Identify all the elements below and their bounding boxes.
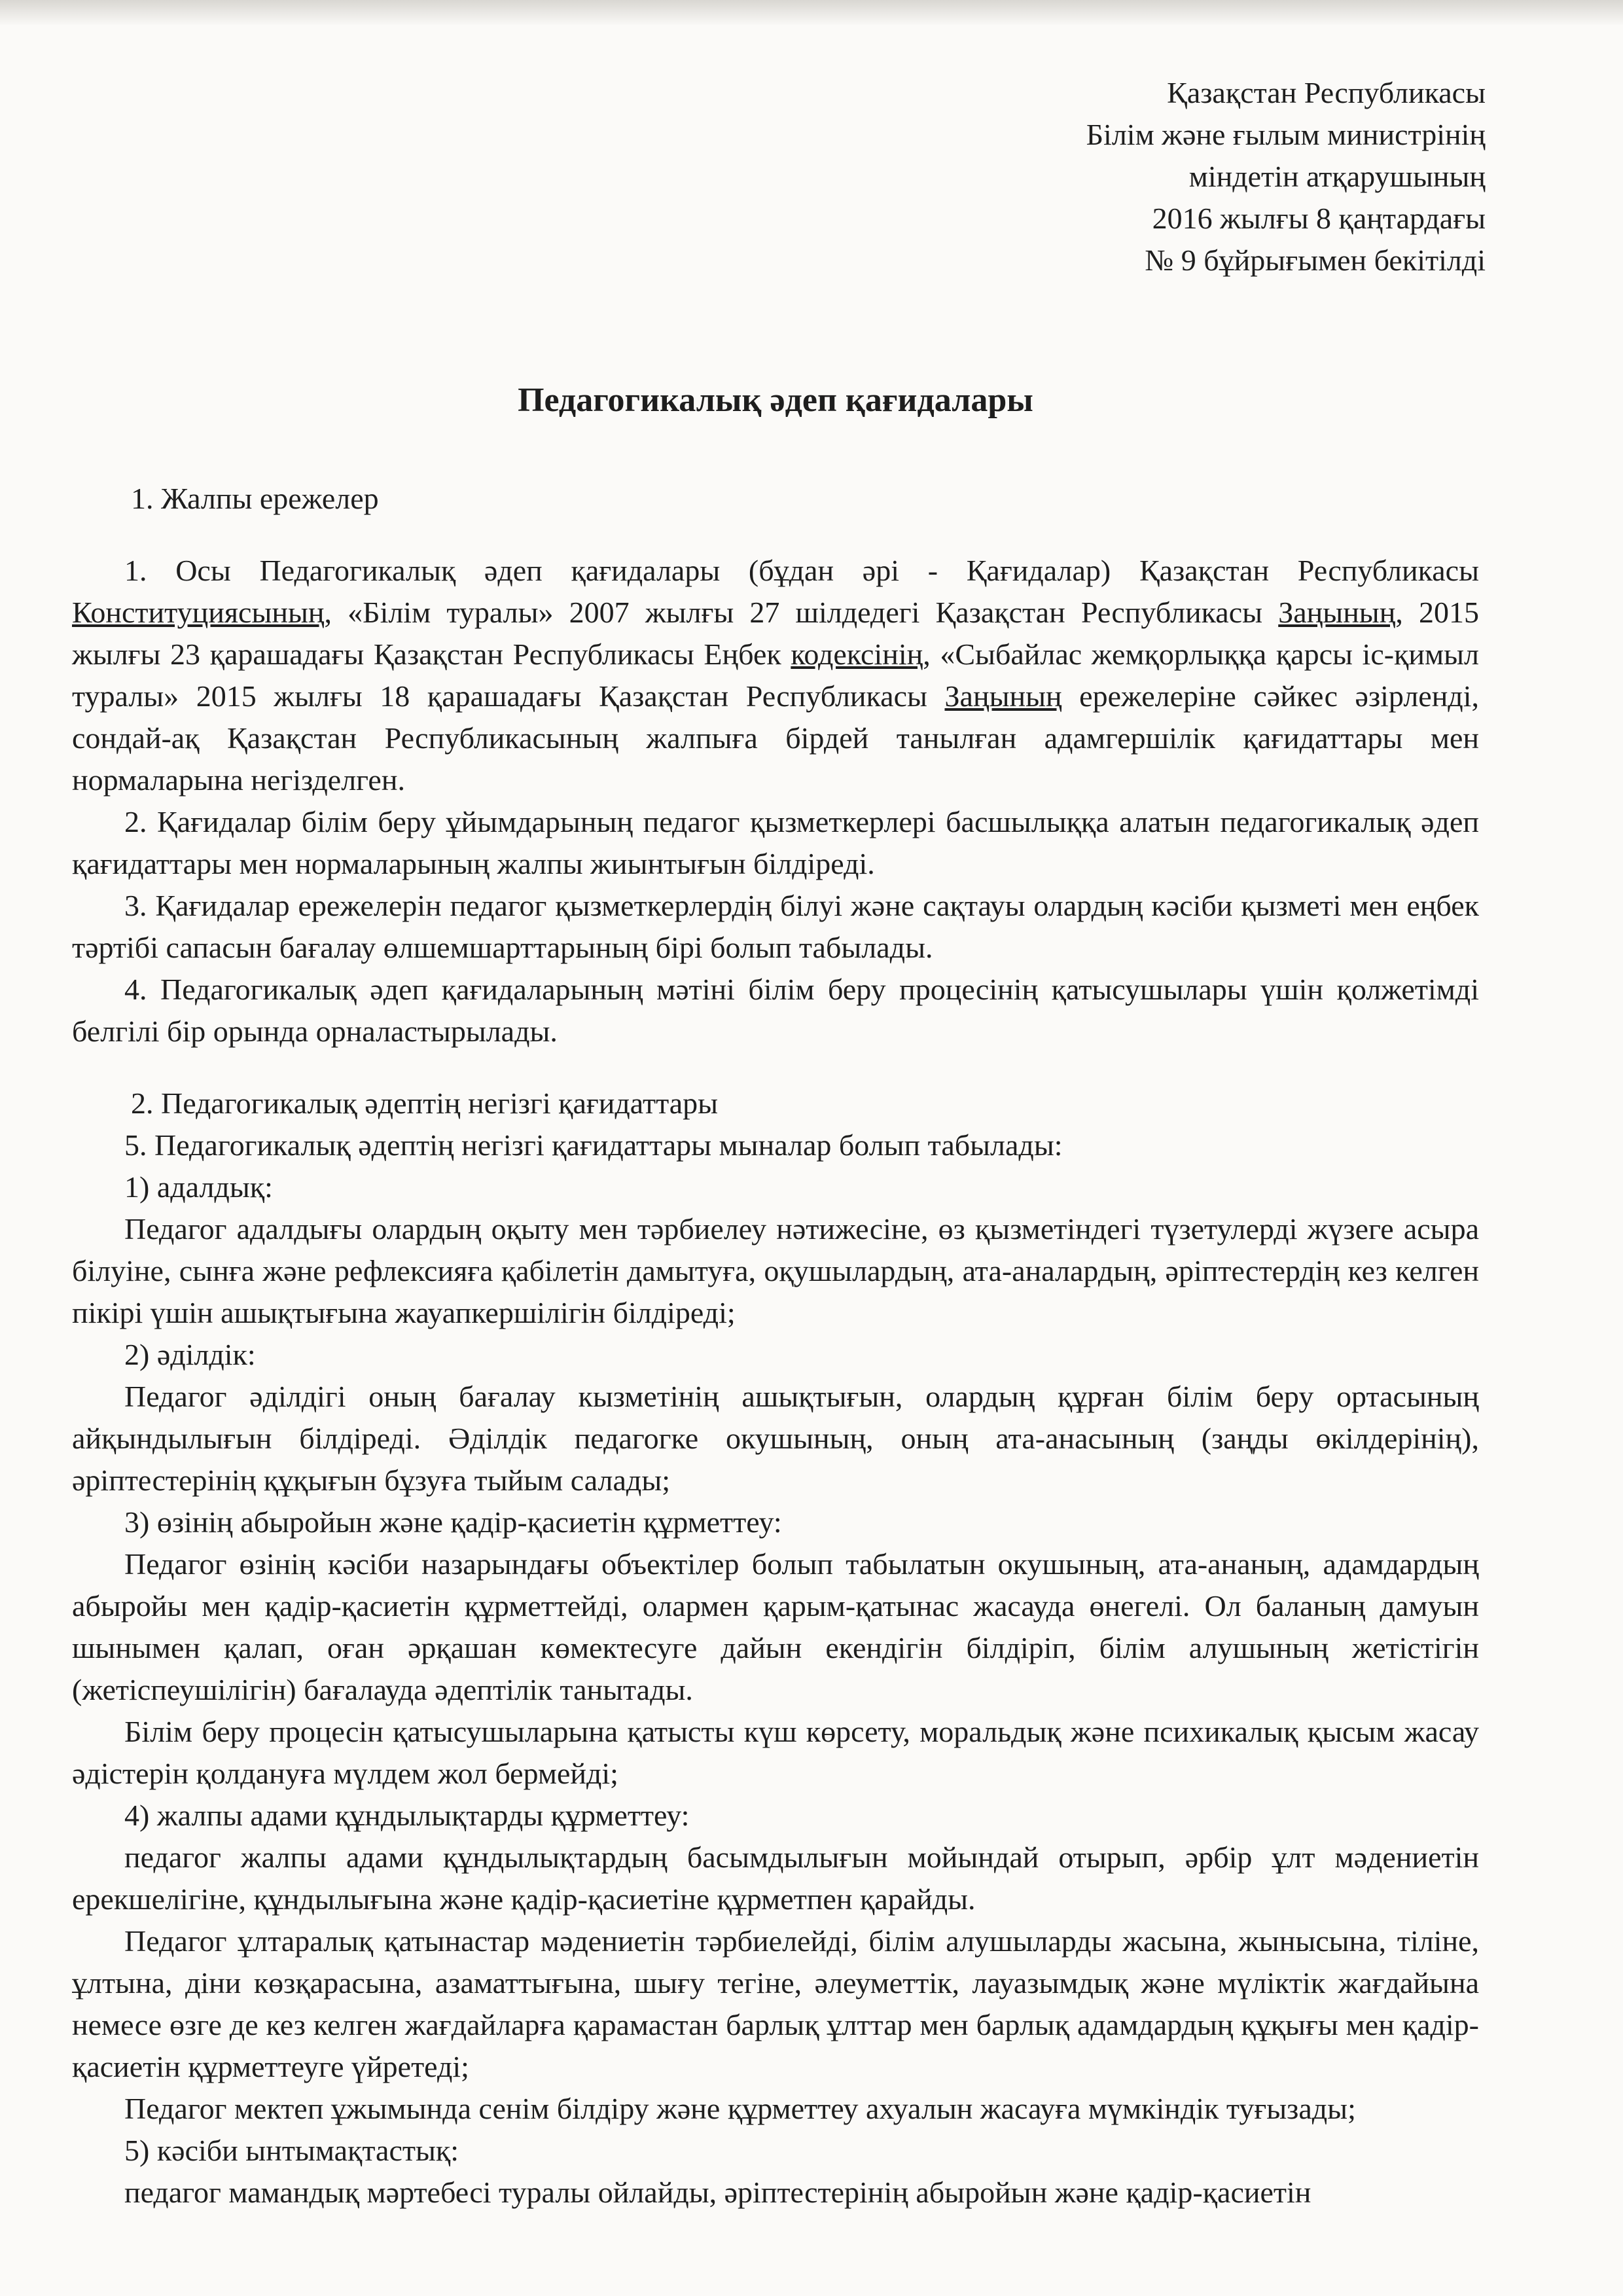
paragraph-5: 5. Педагогикалық әдептің негізгі қағидаттары мыналар болып табылады: [124,1128,1063,1162]
principle-4-text: Педагог мектеп ұжымында сенім білдіру және құрметтеу ахуалын жасауға мүмкіндік туғызады; [124,2092,1356,2125]
paragraph-2: 2. Қағидалар білім беру ұйымдарының педагог қызметкерлері басшылыққа алатын педагогикалық әдеп қағидаттары мен нормаларының жалпы жиынтығын білдіреді. [72,805,1479,880]
document-body [72,478,1479,2214]
principle-3-text: Білім беру процесін қатысушыларына қатысты күш көрсету, моральдық және психикалық қысым жасау әдістерін қолдануға мүлдем жол бермейді; [72,1715,1479,1790]
principle-2-text: Педагог әділдігі оның бағалау кызметінің ашықтығын, олардың құрған білім беру ортасының айқындылығын білдіреді. Әділдік педагогке окушының, оның ата-анасының (заңды өкілдерінің), әріптестерінің құқығын бұзуға тыйым салады; [72,1380,1479,1497]
approval-line: Қазақстан Республикасы [1167,76,1486,109]
paragraph-3: 3. Қағидалар ережелерін педагог қызметкерлердің білуі және сақтауы олардың кәсіби қызметі мен еңбек тәртібі сапасын бағалау өлшемшарттарының бірі болып табылады. [72,889,1479,964]
link-labor-code[interactable]: кодексінің [791,637,923,671]
principle-4-label: 4) жалпы адами құндылықтарды құрметтеу: [124,1799,690,1832]
approval-line: № 9 бұйрығымен бекітілді [1145,243,1486,277]
link-law-anticorruption[interactable]: Заңының [944,679,1062,713]
paragraph-text: 1. Осы Педагогикалық әдеп қағидалары (бұдан әрі - Қағидалар) Қазақстан Республикасы [124,554,1479,587]
paragraph-1 [72,550,1479,801]
principle-2-label: 2) әділдік: [124,1338,256,1371]
approval-line: 2016 жылғы 8 қаңтардағы [1152,202,1486,235]
paragraph-text: , «Сыбайлас жемқорлыққа қарсы іс-қимыл туралы» 2015 жылғы 18 қарашадағы Қазақстан Республикасы [72,637,1479,713]
paragraph-4: 4. Педагогикалық әдеп қағидаларының мәтіні білім беру процесінің қатысушылары үшін қолжетімді белгілі бір орында орналастырылады. [72,973,1479,1048]
principle-1-text: Педагог адалдығы олардың оқыту мен тәрбиелеу нәтижесіне, өз қызметіндегі түзетулерді жүзеге асыра білуіне, сынға және рефлексияға қабілетін дамытуға, оқушылардың, ата-аналардың, әріптестердің кез келген пікірі үшін ашықтығына жауапкершілігін білдіреді; [72,1212,1479,1329]
principle-1-label: 1) адалдық: [124,1170,273,1204]
principle-5-label: 5) кәсіби ынтымақтастық: [124,2134,459,2167]
principle-4-text: педагог жалпы адами құндылықтардың басымдылығын мойындай отырып, әрбір ұлт мәдениетін ерекшелігіне, құндылығына және қадір-қасиетіне құрметпен қарайды. [72,1840,1479,1916]
paragraph-text: ережелеріне сәйкес әзірленді, сондай-ақ Қазақстан Республикасының жалпыға бірдей танылған адамгершілік қағидаттары мен нормаларына негізделген. [72,679,1479,797]
principle-4-text: Педагог ұлтаралық қатынастар мәдениетін тәрбиелейді, білім алушыларды жасына, жынысына, тіліне, ұлтына, діни көзқарасына, азаматтығына, шығу тегіне, әлеуметтік, лауазымдық және мүліктік жағдайына немесе өзге де кез келген жағдайларға қарамастан барлық ұлттар мен барлық адамдардың құқығы мен қадір-қасиетін құрметтеуге үйретеді; [72,1924,1479,2083]
principle-3-text: Педагог өзінің кәсіби назарындағы объектілер болып табылатын окушының, ата-ананың, адамдардың абыройы мен қадір-қасиетін құрметтейді, олармен қарым-қатынас жасауда өнегелі. Ол баланың дамуын шынымен қалап, оған әрқашан көмектесуге дайын екендігін білдіріп, білім алушының жетістігін (жетіспеушілігін) бағалауда әдептілік танытады. [72,1547,1479,1706]
paragraph-text: , 2015 жылғы 23 қарашадағы Қазақстан Республикасы Еңбек [72,596,1479,671]
link-law-education[interactable]: Заңының [1278,596,1396,629]
document-title: Педагогикалық әдеп қағидалары [518,382,1033,419]
approval-stamp [962,72,1486,281]
principle-3-label: 3) өзінің абыройын және қадір-қасиетін құрметтеу: [124,1505,782,1539]
section-heading-general: 1. Жалпы ережелер [131,482,379,515]
link-constitution[interactable]: Конституциясының [72,596,325,629]
approval-line: Білім және ғылым министрінің [1086,118,1486,151]
approval-line: міндетін атқарушының [1188,160,1486,193]
principle-5-text: педагог мамандық мәртебесі туралы ойлайды, әріптестерінің абыройын және қадір-қасиетін [124,2176,1311,2209]
paragraph-text: , «Білім туралы» 2007 жылғы 27 шілдедегі Қазақстан Республикасы [324,596,1279,629]
section-heading-principles: 2. Педагогикалық әдептің негізгі қағидаттары [131,1086,719,1120]
scan-edge-shadow [0,0,1623,26]
